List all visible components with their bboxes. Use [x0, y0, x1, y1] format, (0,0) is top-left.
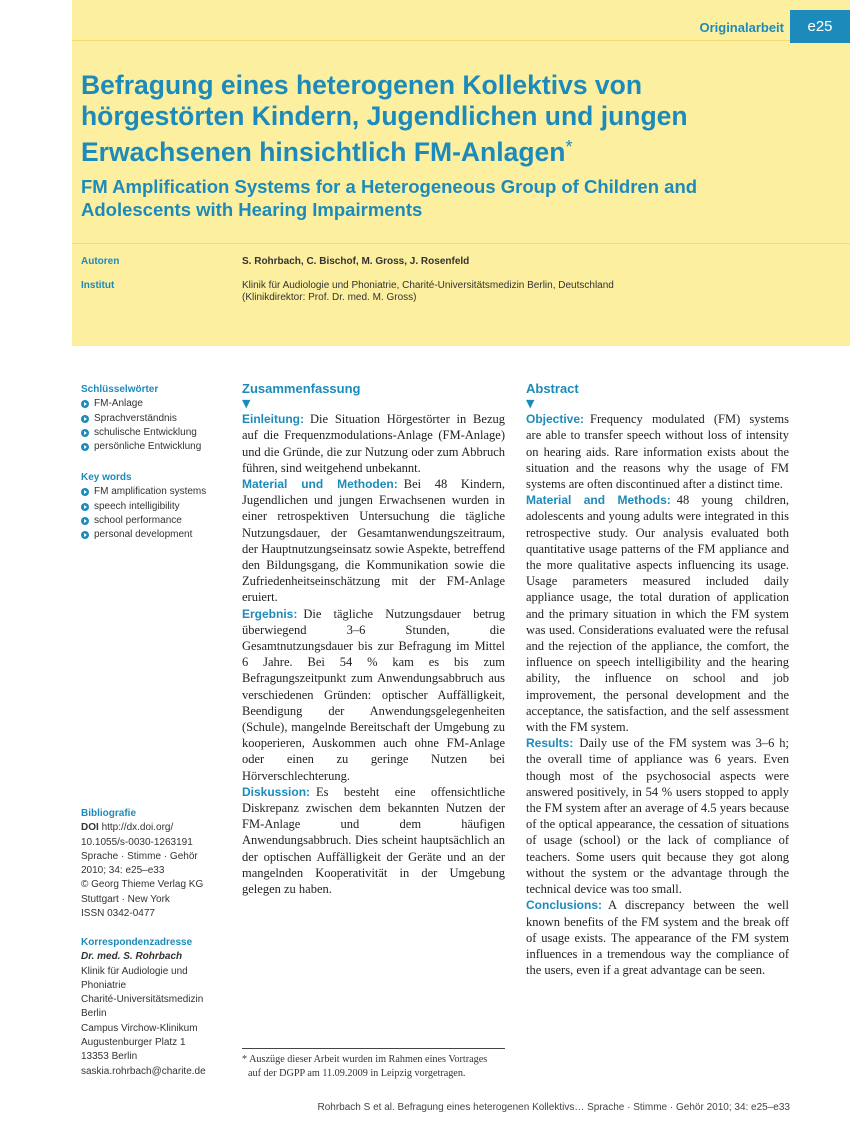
down-arrow-icon: ▼ [242, 397, 251, 411]
abstract-heading: Abstract [526, 381, 579, 396]
address-line: Phoniatrie [81, 979, 127, 991]
institute-line: Klinik für Audiologie und Phoniatrie, Charité-Universitätsmedizin Berlin, Deutschland [242, 280, 614, 291]
bibliography-label: Bibliografie [81, 808, 137, 819]
title-english [81, 175, 801, 221]
address-line: Berlin [81, 1008, 107, 1020]
keyword-item: FM amplification systems [81, 485, 226, 499]
keyword-item: schulische Entwicklung [81, 426, 226, 440]
keyword-item: personal development [81, 528, 226, 542]
arrow-bullet-icon [81, 429, 89, 437]
biblio-line: ISSN 0342-0477 [81, 908, 155, 920]
arrow-bullet-icon [81, 443, 89, 451]
title-english-line: FM Amplification Systems for a Heterogeneous Group of Children and [81, 176, 698, 197]
bibliography [81, 807, 226, 921]
arrow-bullet-icon [81, 400, 89, 408]
section-label: Originalarbeit [699, 20, 784, 35]
correspondence-name: Dr. med. S. Rohrbach [81, 951, 183, 963]
biblio-line: Stuttgart · New York [81, 893, 170, 905]
institute-label: Institut [81, 280, 115, 291]
abstract-section: Objective: Frequency modulated (FM) systems are able to transfer speech without loss of intensity on hearing aids. Rare information exists about the situation and the reasons why the usage of FM systems are often discontinued after a distinct time. [526, 412, 789, 492]
keywords-german-label: Schlüsselwörter [81, 384, 159, 395]
correspondence-label: Korrespondenzadresse [81, 937, 193, 948]
keywords-english [81, 471, 226, 542]
authors: S. Rohrbach, C. Bischof, M. Gross, J. Rosenfeld [242, 256, 470, 267]
title-english-line: Adolescents with Hearing Impairments [81, 199, 423, 220]
address-line: Charité-Universitätsmedizin [81, 994, 204, 1006]
arrow-bullet-icon [81, 517, 89, 525]
page-number-tab: e25 [790, 10, 850, 43]
abstract-section: Material and Methods: 48 young children, adolescents and young adults were integrated in this retrospective study. Our analysis evaluated both quantitative usage patterns of the FM appliance and the more qualitative aspects influencing its usage. Usage parameters measured included daily appliance usage, the total duration of application and the primary situation in which the FM system was used. Considerations evaluated were the refusal and the rejection of the appliance, the comfort, the influence on speech intelligibility and the hearing ability, the influence on school and job improvement, the personal development and the acceptance, the satisfaction, and the self assessment with the FM system. [526, 493, 789, 735]
footnote-line: auf der DGPP am 11.09.2009 in Leipzig vorgetragen. [248, 1067, 466, 1079]
keyword-item: persönliche Entwicklung [81, 440, 226, 454]
arrow-bullet-icon [81, 531, 89, 539]
band-divider-meta [72, 243, 850, 244]
keyword-item: Sprachverständnis [81, 412, 226, 426]
abstract-english [526, 381, 789, 978]
summary-german [242, 381, 505, 897]
address-line: 13353 Berlin [81, 1051, 138, 1063]
doi-link[interactable]: http://dx.doi.org/ [101, 822, 174, 834]
title-german [81, 70, 801, 168]
email-link[interactable]: saskia.rohrbach@charite.de [81, 1065, 206, 1077]
summary-heading: Zusammenfassung [242, 381, 361, 396]
title-german-line: Befragung eines heterogenen Kollektivs von [81, 70, 643, 100]
keywords-german [81, 383, 226, 454]
biblio-line: © Georg Thieme Verlag KG [81, 879, 204, 891]
arrow-bullet-icon [81, 503, 89, 511]
authors-label: Autoren [81, 256, 120, 267]
keyword-item: school performance [81, 514, 226, 528]
down-arrow-icon: ▼ [526, 397, 535, 411]
keyword-item: FM-Anlage [81, 397, 226, 411]
band-divider-top [72, 40, 850, 41]
footnote-divider [242, 1048, 505, 1049]
keywords-english-label: Key words [81, 472, 132, 483]
footnote [242, 1053, 512, 1080]
institute [242, 280, 822, 304]
running-footer: Rohrbach S et al. Befragung eines heterogenen Kollektivs… Sprache · Stimme · Gehör 2010; 34: e25–e33 [317, 1102, 790, 1113]
footnote-mark: * [565, 137, 573, 157]
title-german-line: Erwachsenen hinsichtlich FM-Anlagen* [81, 137, 573, 167]
doi-line: DOI http://dx.doi.org/ [81, 822, 174, 834]
title-german-line: hörgestörten Kindern, Jugendlichen und jungen [81, 101, 688, 131]
address-line: Klinik für Audiologie und [81, 965, 188, 977]
summary-section: Diskussion: Es besteht eine offensichtliche Diskrepanz zwischen dem bekannten Nutzen der FM-Anlage und dem häufigen Anwendungsabbruch. Dies scheint hauptsächlich an der optischen Auffälligkeit der Geräte und an der mangelnden Kooperativität in der Umgebung gelegen zu haben. [242, 784, 505, 897]
address-line: Campus Virchow-Klinikum [81, 1022, 198, 1034]
summary-section: Einleitung: Die Situation Hörgestörter in Bezug auf die Frequenzmodulations-Anlage (FM-Anlage) und die Gründe, die zur Nutzung oder zum Abbruch führen, sind weitgehend unbekannt. [242, 412, 505, 475]
footnote-line: * Auszüge dieser Arbeit wurden im Rahmen eines Vortrages [242, 1054, 488, 1065]
abstract-section: Results: Daily use of the FM system was 3–6 h; the overall time of appliance was 6 years. Even though most of the psychosocial aspects were answered positively, in 54 % users stopped to apply the FM system after an average of 4.5 years because of the optical appearance, the cessation of situations of usage (school) or the lack of compliance of teachers. Some users quit because they got along without the system or the advantage through the technical device was too small. [526, 736, 789, 897]
summary-section: Material und Methoden: Bei 48 Kindern, Jugendlichen und jungen Erwachsenen wurden in einer retrospektiven Untersuchung die tägliche Nutzungsdauer, der Gesamtanwendungszeitraum, der Hauptnutzungseinsatz sowie Aspekte, betreffend den Bildungsgang, die Kommunikation sowie die Zufriedenheitseinschätzung mit der FM-Anlage eruiert. [242, 477, 505, 605]
abstract-section: Conclusions: A discrepancy between the well known benefits of the FM system and the break off of usage exists. The appearance of the FM system influences in a tremendous way the compliance of the users, even if a great advantage can be seen. [526, 898, 789, 978]
address-line: Augustenburger Platz 1 [81, 1037, 186, 1049]
biblio-line: 10.1055/s-0030-1263191 [81, 836, 193, 848]
biblio-line: 2010; 34: e25–e33 [81, 865, 165, 877]
biblio-line: Sprache · Stimme · Gehör [81, 850, 198, 862]
keyword-item: speech intelligibility [81, 500, 226, 514]
arrow-bullet-icon [81, 415, 89, 423]
summary-section: Ergebnis: Die tägliche Nutzungsdauer betrug überwiegend 3–6 Stunden, die Gesamtnutzungsdauer bis zur Befragung im Mittel 6 Jahre. Bei 54 % kam es bis zum Befragungszeitpunkt zum Anwendungsabbruch aus verschiedenen Gründen: optischer Auffälligkeit, Beendigung der Anwendungsgelegenheiten (Schule), mangelnde Bereitschaft der Umgebung zu kooperieren, Auskommen auch ohne FM-Anlage oder einen zu geringe Nutzen bei Hörverschlechterung. [242, 606, 505, 783]
arrow-bullet-icon [81, 488, 89, 496]
correspondence [81, 936, 226, 1079]
institute-line: (Klinikdirektor: Prof. Dr. med. M. Gross) [242, 292, 417, 303]
